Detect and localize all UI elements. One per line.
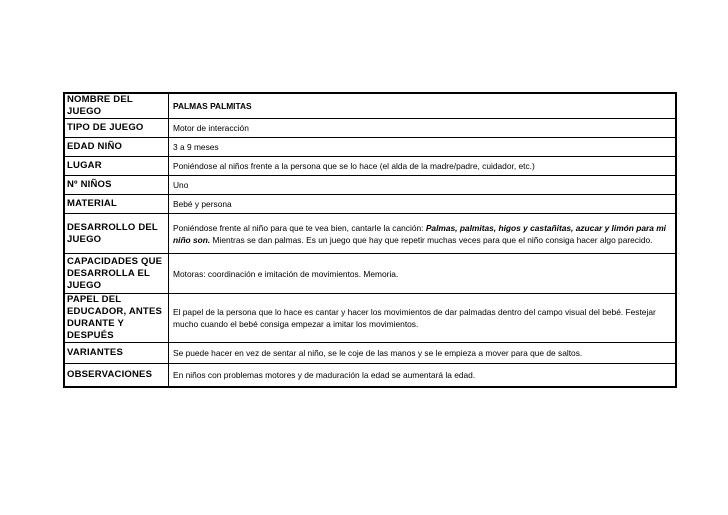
row-value-variantes: Se puede hacer en vez de sentar al niño, se le coje de las manos y se le empieza a mover para que de saltos. xyxy=(169,343,677,364)
desarrollo-song-lyrics: Palmas, palmitas, higos y castañitas, azucar y limón para mi niño son. xyxy=(173,222,667,245)
table-row xyxy=(64,254,676,294)
table-row xyxy=(64,176,676,195)
table-row xyxy=(64,138,676,157)
table-row xyxy=(64,93,676,119)
row-label-variantes: VARIANTES xyxy=(64,343,169,364)
row-label-edad: EDAD NIÑO xyxy=(64,138,169,157)
row-value-num-ninos: Uno xyxy=(169,176,677,195)
table-row xyxy=(64,195,676,214)
row-value-tipo: Motor de interacción xyxy=(169,119,677,138)
row-label-lugar: LUGAR xyxy=(64,157,169,176)
desarrollo-text-intro: Poniéndose frente al niño para que te vea bien, cantarle la canción: xyxy=(173,222,426,233)
row-value-papel: El papel de la persona que lo hace es cantar y hacer los movimientos de dar palmadas dentro del campo visual del bebé. Festejar mucho cuando el bebé consiga empezar a imitar los movimientos. xyxy=(169,294,677,343)
row-label-num-ninos: Nº NIÑOS xyxy=(64,176,169,195)
row-value-lugar: Poniéndose al niños frente a la persona que se lo hace (el alda de la madre/padre, cuidador, etc.) xyxy=(169,157,677,176)
row-label-nombre: NOMBRE DEL JUEGO xyxy=(64,93,169,119)
table-row xyxy=(64,157,676,176)
row-label-capacidades: CAPACIDADES QUE DESARROLLA EL JUEGO xyxy=(64,254,169,294)
row-label-material: MATERIAL xyxy=(64,195,169,214)
row-label-desarrollo: DESARROLLO DEL JUEGO xyxy=(64,214,169,254)
row-label-tipo: TIPO DE JUEGO xyxy=(64,119,169,138)
table-row xyxy=(64,364,676,387)
row-label-papel: PAPEL DEL EDUCADOR, ANTES DURANTE Y DESPUÉS xyxy=(64,294,169,343)
row-value-nombre: PALMAS PALMITAS xyxy=(169,93,677,119)
desarrollo-text-rest: Mientras se dan palmas. Es un juego que hay que repetir muchas veces para que el niño consiga hacer algo parecido. xyxy=(210,234,653,245)
table-row xyxy=(64,294,676,343)
game-sheet-table xyxy=(63,92,677,388)
row-value-observaciones: En niños con problemas motores y de maduración la edad se aumentará la edad. xyxy=(169,364,677,387)
row-label-observaciones: OBSERVACIONES xyxy=(64,364,169,387)
row-value-material: Bebé y persona xyxy=(169,195,677,214)
table-row xyxy=(64,119,676,138)
row-value-desarrollo xyxy=(169,214,677,254)
row-value-edad: 3 a 9 meses xyxy=(169,138,677,157)
table-row xyxy=(64,214,676,254)
row-value-capacidades: Motoras: coordinación e imitación de movimientos. Memoria. xyxy=(169,254,677,294)
table-row xyxy=(64,343,676,364)
